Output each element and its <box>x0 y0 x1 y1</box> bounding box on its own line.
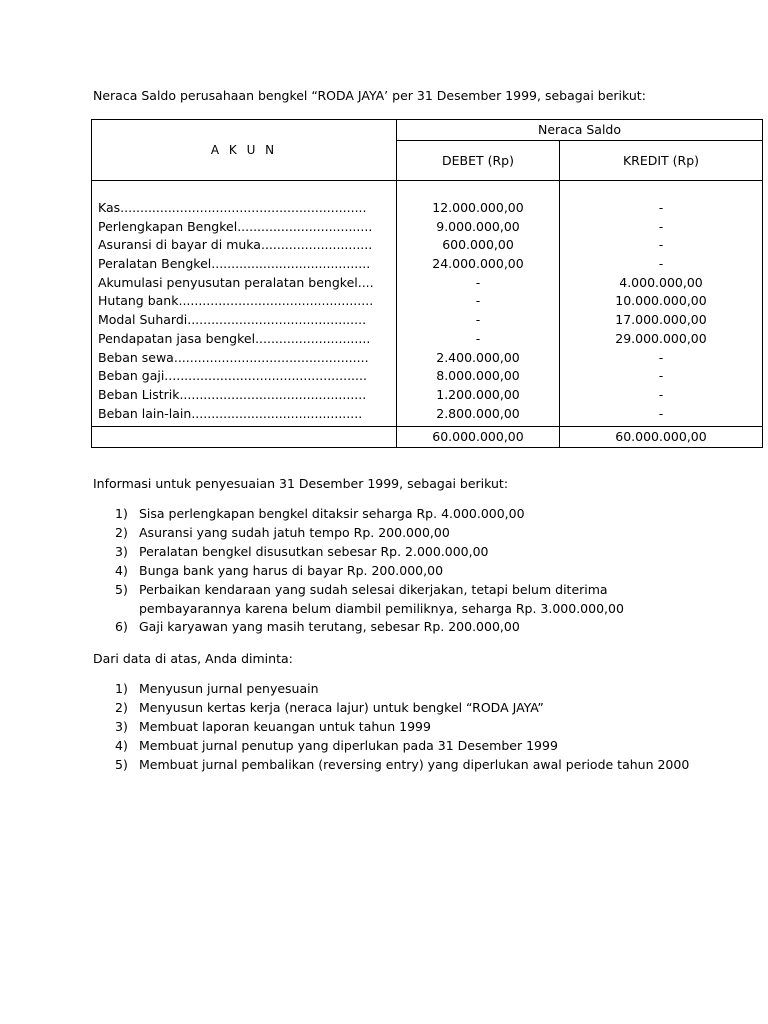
list-text: Menyusun kertas kerja (neraca lajur) untuk bengkel “RODA JAYA” <box>139 699 544 715</box>
adjustment-info-title: Informasi untuk penyesuaian 31 Desember 1999, sebagai berikut: <box>93 476 509 491</box>
task-list <box>93 680 699 775</box>
list-item <box>93 562 699 581</box>
debet-value: 12.000.000,00 <box>432 200 524 215</box>
kredit-value: 10.000.000,00 <box>615 293 707 309</box>
account-name: Asuransi di bayar di muka............................ <box>98 237 373 253</box>
kredit-value: - <box>658 237 664 253</box>
account-name: Modal Suhardi............................................. <box>98 312 367 328</box>
kredit-value: 29.000.000,00 <box>615 330 707 346</box>
list-number: 1) <box>115 681 128 696</box>
list-text: Membuat laporan keuangan untuk tahun 1999 <box>139 718 431 734</box>
list-item <box>93 756 699 775</box>
list-number: 3) <box>115 718 128 734</box>
account-name: Peralatan Bengkel........................................ <box>98 256 371 272</box>
list-number: 6) <box>115 619 128 635</box>
debet-value: - <box>475 312 481 328</box>
list-item <box>93 524 699 543</box>
list-text: Membuat jurnal pembalikan (reversing entry) yang diperlukan awal periode tahun 2000 <box>139 756 690 772</box>
list-text: Sisa perlengkapan bengkel ditaksir seharga Rp. 4.000.000,00 <box>139 506 525 521</box>
kredit-column <box>560 181 763 427</box>
debet-value: 2.800.000,00 <box>436 405 520 421</box>
account-name: Beban lain-lain........................................... <box>98 405 363 421</box>
list-item <box>93 699 699 718</box>
total-row <box>92 427 763 448</box>
list-text: Asuransi yang sudah jatuh tempo Rp. 200.000,00 <box>139 524 450 540</box>
list-item <box>93 718 699 737</box>
account-name: Beban sewa................................................. <box>98 349 369 365</box>
list-item <box>93 618 699 637</box>
account-name: Hutang bank................................................. <box>98 293 374 309</box>
adjustment-info-list <box>93 505 699 637</box>
kredit-value: - <box>658 386 664 402</box>
debet-value: - <box>475 293 481 309</box>
total-label <box>92 427 397 448</box>
list-number: 3) <box>115 543 128 559</box>
task-title: Dari data di atas, Anda diminta: <box>93 651 293 666</box>
total-debet: 60.000.000,00 <box>397 427 560 448</box>
kredit-value: 4.000.000,00 <box>619 274 703 290</box>
kredit-value: - <box>658 405 664 421</box>
debet-value: 2.400.000,00 <box>436 349 520 365</box>
list-item <box>93 581 699 619</box>
list-text: Bunga bank yang harus di bayar Rp. 200.000,00 <box>139 562 444 578</box>
trial-balance-table <box>91 119 763 448</box>
list-number: 1) <box>115 506 128 521</box>
account-name: Pendapatan jasa bengkel............................. <box>98 330 371 346</box>
list-text: Menyusun jurnal penyesuain <box>139 681 319 696</box>
list-number: 5) <box>115 581 128 597</box>
header-akun: A K U N <box>92 120 397 181</box>
kredit-value: - <box>658 368 664 384</box>
account-name: Perlengkapan Bengkel.................................. <box>98 218 373 234</box>
debet-value: - <box>475 330 481 346</box>
list-number: 5) <box>115 756 128 772</box>
debet-value: 9.000.000,00 <box>436 218 520 234</box>
list-text: Gaji karyawan yang masih terutang, sebesar Rp. 200.000,00 <box>139 619 520 635</box>
account-name: Kas.............................................................. <box>98 200 367 215</box>
total-kredit: 60.000.000,00 <box>560 427 763 448</box>
list-number: 2) <box>115 699 128 715</box>
list-number: 4) <box>115 562 128 578</box>
list-number: 4) <box>115 737 128 753</box>
kredit-value: - <box>658 256 664 272</box>
document-intro: Neraca Saldo perusahaan bengkel “RODA JAYA’ per 31 Desember 1999, sebagai berikut: <box>93 88 646 103</box>
list-item <box>93 680 699 699</box>
debet-value: 24.000.000,00 <box>432 256 524 272</box>
debet-value: 600.000,00 <box>442 237 514 253</box>
list-text: Peralatan bengkel disusutkan sebesar Rp. 2.000.000,00 <box>139 543 489 559</box>
kredit-value: - <box>658 200 664 215</box>
list-item <box>93 505 699 524</box>
debet-value: 8.000.000,00 <box>436 368 520 384</box>
kredit-value: 17.000.000,00 <box>615 312 707 328</box>
debet-value: - <box>475 274 481 290</box>
header-debet: DEBET (Rp) <box>397 141 560 181</box>
account-name: Akumulasi penyusutan peralatan bengkel.... <box>98 274 374 290</box>
account-name: Beban Listrik............................................... <box>98 386 367 402</box>
account-name: Beban gaji................................................... <box>98 368 367 384</box>
debet-value: 1.200.000,00 <box>436 386 520 402</box>
list-text: Membuat jurnal penutup yang diperlukan pada 31 Desember 1999 <box>139 737 558 753</box>
kredit-value: - <box>658 349 664 365</box>
list-text: Perbaikan kendaraan yang sudah selesai dikerjakan, tetapi belum diterima pembayarannya karena belum diambil pemiliknya, seharga Rp. 3.000.000,00 <box>139 581 624 616</box>
list-item <box>93 737 699 756</box>
list-number: 2) <box>115 524 128 540</box>
header-neraca-saldo: Neraca Saldo <box>397 120 763 141</box>
header-kredit: KREDIT (Rp) <box>560 141 763 181</box>
debet-column <box>397 181 560 427</box>
kredit-value: - <box>658 218 664 234</box>
list-item <box>93 543 699 562</box>
akun-column <box>92 181 397 427</box>
